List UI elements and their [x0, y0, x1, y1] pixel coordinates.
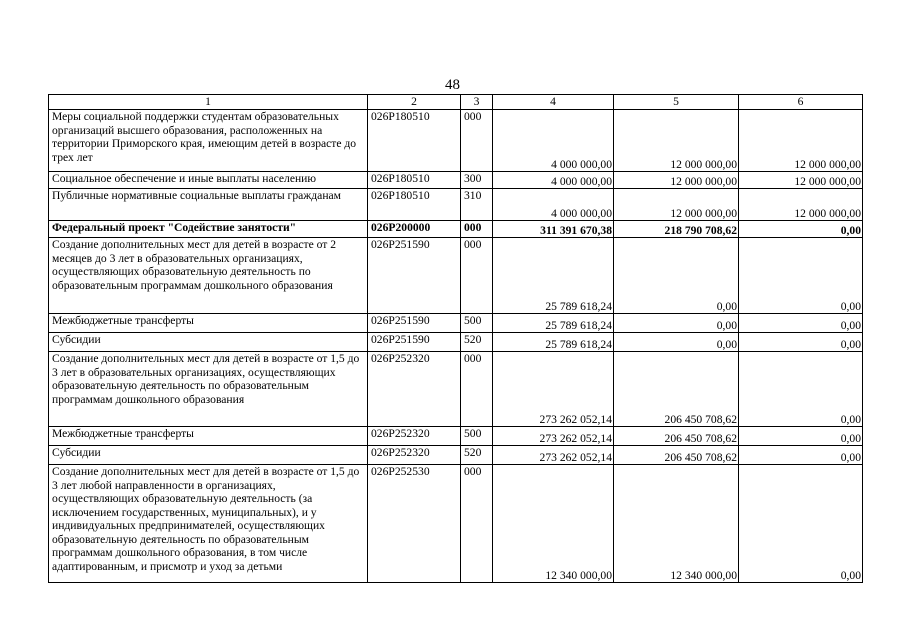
row-type: 000 [461, 238, 493, 314]
row-value-4: 25 789 618,24 [493, 238, 614, 314]
row-type: 520 [461, 446, 493, 465]
row-value-5: 206 450 708,62 [614, 446, 739, 465]
row-value-5: 0,00 [614, 238, 739, 314]
row-value-6: 0,00 [739, 446, 863, 465]
row-value-4: 273 262 052,14 [493, 352, 614, 427]
row-name: Социальное обеспечение и иные выплаты населению [49, 172, 368, 189]
table-row [49, 465, 863, 583]
row-type: 300 [461, 172, 493, 189]
row-name: Субсидии [49, 446, 368, 465]
budget-table [48, 94, 863, 583]
row-code: 026Р252320 [368, 446, 461, 465]
row-value-4: 25 789 618,24 [493, 333, 614, 352]
row-code: 026Р200000 [368, 221, 461, 238]
row-name: Меры социальной поддержки студентам образовательных организаций высшего образования, расположенных на территории Приморского края, имеющим детей в возрасте до трех лет [49, 110, 368, 172]
row-value-6: 0,00 [739, 221, 863, 238]
row-value-6: 0,00 [739, 465, 863, 583]
row-value-5: 0,00 [614, 333, 739, 352]
row-type: 500 [461, 427, 493, 446]
row-code: 026Р252320 [368, 352, 461, 427]
row-code: 026Р252320 [368, 427, 461, 446]
row-value-5: 206 450 708,62 [614, 352, 739, 427]
row-value-4: 4 000 000,00 [493, 172, 614, 189]
row-value-6: 0,00 [739, 238, 863, 314]
row-value-6: 0,00 [739, 427, 863, 446]
row-value-6: 0,00 [739, 352, 863, 427]
header-col-3: 3 [461, 95, 493, 110]
table-row [49, 333, 863, 352]
header-col-5: 5 [614, 95, 739, 110]
row-value-5: 12 000 000,00 [614, 189, 739, 221]
page-number: 48 [445, 77, 460, 93]
row-type: 000 [461, 352, 493, 427]
header-col-2: 2 [368, 95, 461, 110]
row-code: 026Р252530 [368, 465, 461, 583]
row-name: Межбюджетные трансферты [49, 314, 368, 333]
header-col-6: 6 [739, 95, 863, 110]
table-row [49, 446, 863, 465]
row-value-4: 25 789 618,24 [493, 314, 614, 333]
row-type: 500 [461, 314, 493, 333]
row-code: 026Р251590 [368, 333, 461, 352]
row-code: 026Р180510 [368, 172, 461, 189]
row-code: 026Р251590 [368, 238, 461, 314]
row-type: 000 [461, 465, 493, 583]
row-value-6: 0,00 [739, 314, 863, 333]
row-name: Создание дополнительных мест для детей в возрасте от 1,5 до 3 лет любой направленности в организациях, осуществляющих образовательную деятельность (за исключением государственных, муниципальных), и у индивидуальных предпринимателей, осуществляющих образовательную деятельность по образовательным программам дошкольного образования, в том числе адаптированным, и присмотр и уход за детьми [49, 465, 368, 583]
row-type: 000 [461, 221, 493, 238]
table-row [49, 427, 863, 446]
row-value-5: 206 450 708,62 [614, 427, 739, 446]
row-name: Создание дополнительных мест для детей в возрасте от 2 месяцев до 3 лет в образовательных организациях, осуществляющих образовательную деятельность по образовательным программам дошкольного образования [49, 238, 368, 314]
row-name: Субсидии [49, 333, 368, 352]
table-row [49, 172, 863, 189]
row-name: Создание дополнительных мест для детей в возрасте от 1,5 до 3 лет в образовательных организациях, осуществляющих образовательную деятельность по образовательным программам дошкольного образования [49, 352, 368, 427]
table-row [49, 110, 863, 172]
row-value-4: 273 262 052,14 [493, 446, 614, 465]
row-name: Публичные нормативные социальные выплаты гражданам [49, 189, 368, 221]
header-col-1: 1 [49, 95, 368, 110]
table-header-row [49, 95, 863, 110]
table-row [49, 314, 863, 333]
row-value-5: 12 000 000,00 [614, 110, 739, 172]
row-code: 026Р180510 [368, 110, 461, 172]
row-value-6: 12 000 000,00 [739, 189, 863, 221]
row-value-5: 12 340 000,00 [614, 465, 739, 583]
row-code: 026Р251590 [368, 314, 461, 333]
row-value-5: 218 790 708,62 [614, 221, 739, 238]
row-type: 000 [461, 110, 493, 172]
row-value-4: 12 340 000,00 [493, 465, 614, 583]
row-value-4: 4 000 000,00 [493, 189, 614, 221]
table-row-federal-project [49, 221, 863, 238]
header-col-4: 4 [493, 95, 614, 110]
table-row [49, 238, 863, 314]
row-value-4: 311 391 670,38 [493, 221, 614, 238]
table-row [49, 189, 863, 221]
row-value-4: 273 262 052,14 [493, 427, 614, 446]
row-value-5: 0,00 [614, 314, 739, 333]
row-value-6: 12 000 000,00 [739, 172, 863, 189]
row-value-5: 12 000 000,00 [614, 172, 739, 189]
row-value-6: 0,00 [739, 333, 863, 352]
row-code: 026Р180510 [368, 189, 461, 221]
row-name: Федеральный проект "Содействие занятости" [49, 221, 368, 238]
row-value-6: 12 000 000,00 [739, 110, 863, 172]
row-type: 520 [461, 333, 493, 352]
row-value-4: 4 000 000,00 [493, 110, 614, 172]
table-row [49, 352, 863, 427]
row-name: Межбюджетные трансферты [49, 427, 368, 446]
row-type: 310 [461, 189, 493, 221]
